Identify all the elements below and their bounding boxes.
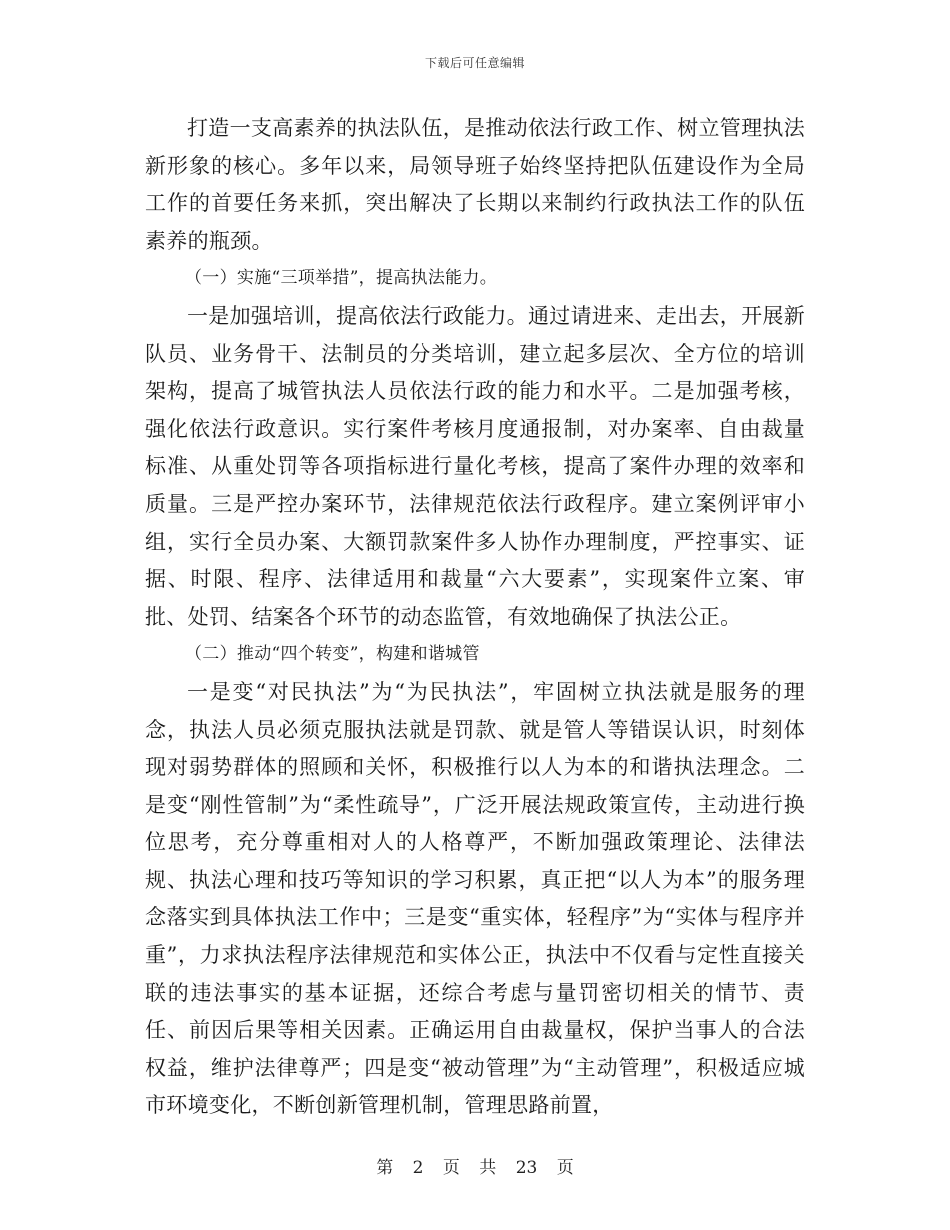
paragraph-section-1: 一是加强培训，提高依法行政能力。通过请进来、走出去，开展新队员、业务骨干、法制员的分类培训，建立起多层次、全方位的培训架构，提高了城管执法人员依法行政的能力和水平。二是加强考核，强化依法行政意识。实行案件考核月度通报制，对办案率、自由裁量标准、从重处罚等各项指标进行量化考核，提高了案件办理的效率和质量。三是严控办案环节，法律规范依法行政程序。建立案例评审小组，实行全员办案、大额罚款案件多人协作办理制度，严控事实、证据、时限、程序、法律适用和裁量“六大要素”，实现案件立案、审批、处罚、结案各个环节的动态监管，有效地确保了执法公正。	[145, 303, 805, 629]
page-label-mid: 页	[442, 1158, 460, 1178]
section-heading-2: （二）推动“四个转变”，构建和谐城管	[185, 644, 480, 665]
page-label-total-prefix: 共	[479, 1158, 497, 1178]
page-label-prefix: 第	[376, 1158, 394, 1178]
page-footer	[0, 1153, 950, 1178]
page-label-suffix: 页	[556, 1158, 574, 1178]
section-heading-1: （一）实施“三项举措”，提高执法能力。	[185, 268, 498, 289]
paragraph-intro: 打造一支高素养的执法队伍，是推动依法行政工作、树立管理执法新形象的核心。多年以来，局领导班子始终坚持把队伍建设作为全局工作的首要任务来抓，突出解决了长期以来制约行政执法工作的队伍素养的瓶颈。	[145, 116, 805, 253]
page-total-number: 23	[515, 1158, 538, 1178]
page-header: 下载后可任意编辑	[424, 56, 525, 70]
paragraph-section-2: 一是变“对民执法”为“为民执法”，牢固树立执法就是服务的理念，执法人员必须克服执法就是罚款、就是管人等错误认识，时刻体现对弱势群体的照顾和关怀，积极推行以人为本的和谐执法理念。二是变“刚性管制”为“柔性疏导”，广泛开展法规政策宣传，主动进行换位思考，充分尊重相对人的人格尊严，不断加强政策理论、法律法规、执法心理和技巧等知识的学习积累，真正把“以人为本”的服务理念落实到具体执法工作中；三是变“重实体，轻程序”为“实体与程序并重”，力求执法程序法律规范和实体公正，执法中不仅看与定性直接关联的违法事实的基本证据，还综合考虑与量罚密切相关的情节、责任、前因后果等相关因素。正确运用自由裁量权，保护当事人的合法权益，维护法律尊严；四是变“被动管理”为“主动管理”，积极适应城市环境变化，不断创新管理机制，管理思路前置，	[145, 679, 805, 1118]
document-body	[145, 110, 805, 1125]
page-current-number: 2	[412, 1158, 424, 1178]
